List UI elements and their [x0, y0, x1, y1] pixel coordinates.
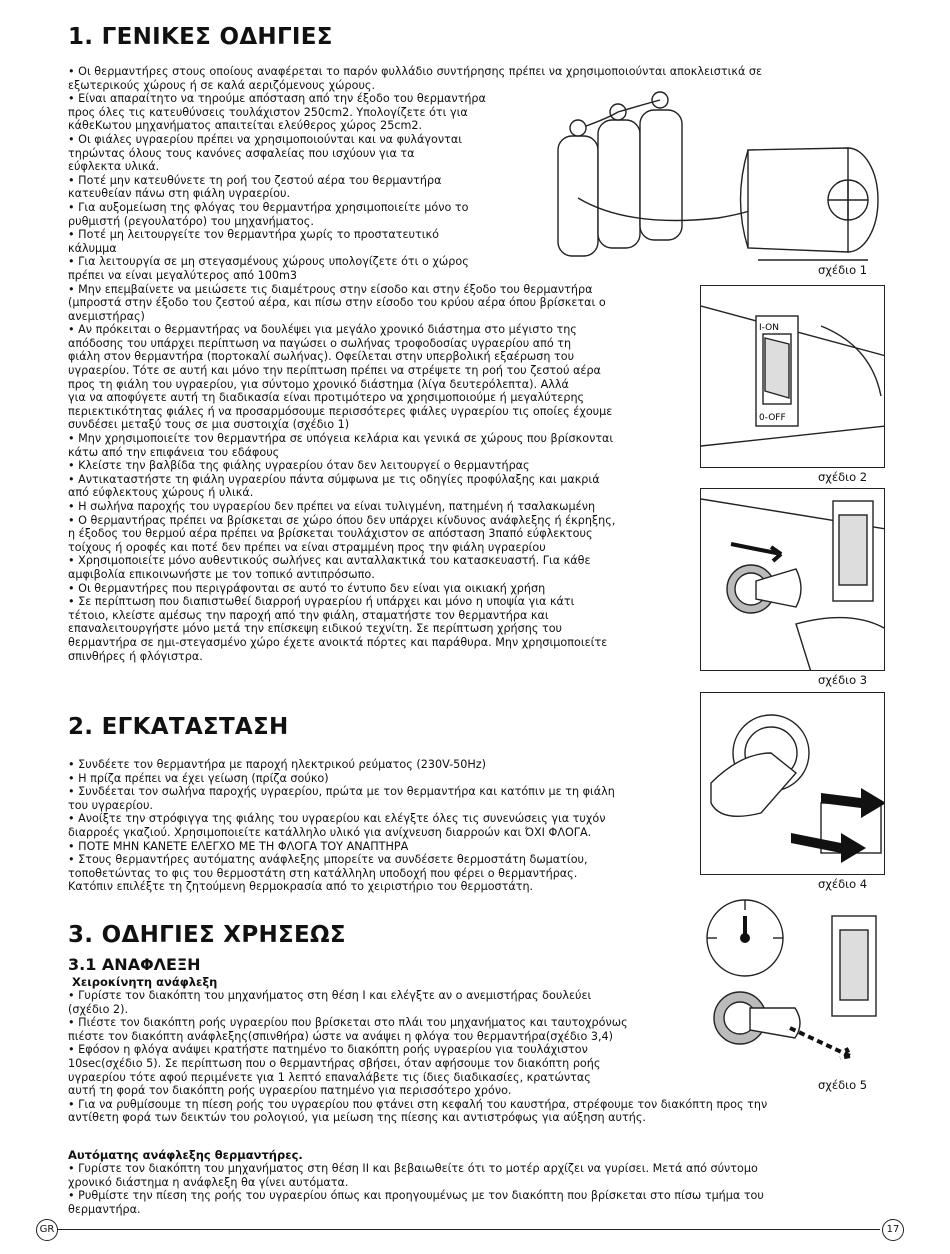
text-line: επαναλειτουργήστε μόνο μετά την επίσκεψη ειδικού τεχνίτη. Σε περίπτωση χρήσης του	[68, 622, 563, 636]
text-line: • Για λειτουργία σε μη στεγασμένους χώρους υπολογίζετε ότι ο χώρος	[68, 255, 469, 269]
text-line: απόδοσης του υπάρχει περίπτωση να παγώσει ο σωλήνας τροφοδοσίας υγραερίου από τη	[68, 336, 572, 350]
page-number: 17	[882, 1219, 904, 1241]
text-line: • Εφόσον η φλόγα ανάψει κρατήστε πατημένο το διακόπτη ροής υγραερίου για τουλάχιστον	[68, 1043, 588, 1057]
text-line: προς τη φιάλη του υγραερίου, για σύντομο χρονικό διάστημα (λίγα δευτερόλεπτα). Αλλά	[68, 377, 569, 391]
auto-ignition-title: Αυτόματης ανάφλεξης θερμαντήρες.	[68, 1148, 303, 1162]
figure-2-switch	[700, 285, 885, 468]
text-line: του υγραερίου.	[68, 798, 153, 812]
text-line: αντίθετη φορά των δεικτών του ρολογιού, για μείωση της πίεσης και αντιστρόφως για αύξηση αυτής.	[68, 1111, 646, 1125]
text-line: • Συνδέεται τον σωλήνα παροχής υγραερίου, πρώτα με τον θερμαντήρα και κατόπιν με τη φιάλη	[68, 785, 615, 799]
text-line: • Γυρίστε τον διακόπτη του μηχανήματος στη θέση II και βεβαιωθείτε ότι το μοτέρ αρχίζει να γυρίσει. Μετά από σύντομο	[68, 1162, 758, 1175]
text-line: πιέστε τον διακόπτη ανάφλεξης(σπινθήρα) ώστε να ανάψει η φλόγα του θερμαντήρα(σχέδιο 3,4)	[68, 1029, 614, 1043]
text-line: • Χρησιμοποιείτε μόνο αυθεντικούς σωλήνες και ανταλλακτικά του κατασκευαστή. Για κάθε	[68, 554, 591, 568]
text-line: κατευθείαν πάνω στη φιάλη υγραερίου.	[68, 187, 291, 201]
text-line: • Οι θερμαντήρες στους οποίους αναφέρεται το παρόν φυλλάδιο συντήρησης πρέπει να χρησιμοποιούνται αποκλειστικά σε	[68, 65, 763, 78]
section-1-title: 1. ΓΕΝΙΚΕΣ ΟΔΗΓΙΕΣ	[68, 24, 333, 50]
text-line: • Ανοίξτε την στρόφιγγα της φιάλης του υγραερίου και ελέγξτε όλες τις συνενώσεις για τυχόν	[68, 812, 606, 826]
text-line: • Πιέστε τον διακόπτη ροής υγραερίου που βρίσκεται στο πλάι του μηχανήματος και ταυτοχρόνως	[68, 1016, 628, 1030]
text-line: εξωτερικούς χώρους ή σε καλά αεριζόμενους χώρους.	[68, 78, 376, 92]
text-line: φιάλη στον θερμαντήρα (πορτοκαλί σωλήνας). Οφείλεται στην υπερβολική εξαέρωση του	[68, 350, 575, 364]
text-line: αυτή τη φορά τον διακόπτη ροής υγραερίου πατημένο για περισσότερο χρόνο.	[68, 1084, 512, 1098]
text-line: ρυθμιστή (ρεγουλατόρο) του μηχανήματος.	[68, 214, 314, 228]
text-line: συνδέσει μεταξύ τους σε μια συστοιχία (σχέδιο 1)	[68, 418, 350, 432]
text-line: • Η πρίζα πρέπει να έχει γείωση (πρίζα σούκο)	[68, 771, 329, 785]
figure-3-knob	[700, 488, 885, 671]
text-line: 10sec(σχέδιο 5). Σε περίπτωση που ο θερμαντήρας σβήσει, όταν αφήσουμε τον διακόπτη ροής	[68, 1056, 601, 1070]
text-line: τέτοιο, κλείστε αμέσως την παροχή από την φιάλη, σταματήστε τον θερμαντήρα και	[68, 608, 549, 622]
fig2-on-label: I-ON	[759, 323, 779, 333]
text-line: • Μην χρησιμοποιείτε τον θερμαντήρα σε υπόγεια κελάρια και γενικά σε χώρους που βρίσκονται	[68, 432, 614, 446]
figure-5-caption: σχέδιο 5	[818, 1078, 868, 1092]
text-line: • Οι φιάλες υγραερίου πρέπει να χρησιμοποιούνται και να φυλάγονται	[68, 132, 463, 146]
text-line: κάθεΚωτου μηχανήματος απαιτείται ελεύθερος χώρος 25cm2.	[68, 119, 423, 133]
manual-ignition-title: Χειροκίνητη ανάφλεξη	[72, 975, 218, 989]
text-line: για να αποφύγετε αυτή τη διαδικασία είναι προτιμότερο να χρησιμοποιούμε ή μεγαλύτερης	[68, 391, 585, 405]
text-line: ανεμιστήρας)	[68, 309, 145, 323]
text-line: περιεκτικότητας φιάλες ή να προσαρμόσουμε περισσότερες φιάλες υγραερίου τις οποίες έχουμε	[68, 404, 613, 418]
auto-ignition-body	[68, 1162, 868, 1216]
text-line: κάτω από την επιφάνεια του εδάφους	[68, 445, 280, 459]
text-line: • Γυρίστε τον διακόπτη του μηχανήματος στη θέση I και ελέγξτε αν ο ανεμιστήρας δουλεύει	[68, 989, 592, 1002]
text-line: Κατόπιν επιλέξτε τη ζητούμενη θερμοκρασία από το χειριστήριο του θερμοστάτη.	[68, 880, 534, 894]
text-line: τοποθετώντας το φις του θερμοστάτη στη κατάλληλη υποδοχή που φέρει ο θερμαντήρας.	[68, 866, 578, 880]
text-line: (σχέδιο 2).	[68, 1002, 129, 1016]
text-line: από εύφλεκτους χώρους ή υλικά.	[68, 486, 254, 500]
text-line: σπινθήρες ή φλόγιστρα.	[68, 649, 203, 663]
figure-1-cylinders-heater	[548, 88, 888, 268]
language-badge: GR	[36, 1219, 58, 1241]
figure-5-hold	[700, 898, 885, 1078]
text-line: (μπροστά στην έξοδο του ζεστού αέρα, και πίσω στην είσοδο του κρύου αέρα όπου βρίσκεται ο	[68, 296, 606, 310]
text-line: η έξοδος του θερμού αέρα πρέπει να βρίσκεται τουλάχιστον σε απόσταση 3παπό εύφλεκτους	[68, 527, 593, 541]
section-2-body	[68, 758, 708, 894]
figure-1-caption: σχέδιο 1	[818, 263, 868, 277]
text-line: • Η σωλήνα παροχής του υγραερίου δεν πρέπει να είναι τυλιγμένη, πατημένη ή τσαλακωμένη	[68, 500, 596, 513]
text-line: • Ποτέ μη λειτουργείτε τον θερμαντήρα χωρίς το προστατευτικό	[68, 228, 439, 242]
text-line: θερμαντήρα σε ημι-στεγασμένο χώρο έχετε ανοικτά πόρτες και παράθυρα. Μην χρησιμοποιείτε	[68, 635, 608, 649]
text-line: • Για να ρυθμίσουμε τη πίεση ροής του υγραερίου που φτάνει στη κεφαλή του καυστήρα, στρέφουμε τον διακόπτη προς την	[68, 1097, 768, 1111]
text-line: κάλυμμα	[68, 241, 117, 255]
text-line: εύφλεκτα υλικά.	[68, 160, 160, 174]
text-line: • Ο θερμαντήρας πρέπει να βρίσκεται σε χώρο όπου δεν υπάρχει κίνδυνος ανάφλεξης ή έκρηξης,	[68, 513, 616, 527]
text-line: προς όλες τις κατευθύνσεις τουλάχιστον 250cm2. Υπολογίζετε ότι για	[68, 105, 468, 119]
figure-3-caption: σχέδιο 3	[818, 673, 868, 687]
text-line: • Αν πρόκειται ο θερμαντήρας να δουλέψει για μεγάλο χρονικό διάστημα στο μέγιστο της	[68, 323, 577, 337]
text-line: • Για αυξομείωση της φλόγας του θερμαντήρα χρησιμοποιείτε μόνο το	[68, 200, 469, 214]
section-2-title: 2. ΕΓΚΑΤΑΣΤΑΣΗ	[68, 714, 289, 740]
text-line: υγραερίου τότε αφού περιμένετε για 1 λεπτό επαναλάβετε τις ίδιες διαδικασίες, κρατώντας	[68, 1070, 591, 1084]
text-line: τηρώντας όλους τους κανόνες ασφαλείας που ισχύουν για τα	[68, 146, 415, 160]
text-line: • Ποτέ μην κατευθύνετε τη ροή του ζεστού αέρα του θερμαντήρα	[68, 173, 442, 187]
text-line: χρονικό διάστημα η ανάφλεξη θα γίνει αυτόματα.	[68, 1175, 349, 1189]
text-line: τοίχους ή οροφές και ποτέ δεν πρέπει να είναι στραμμένη προς την φιάλη υγραερίου	[68, 540, 546, 554]
fig2-off-label: 0-OFF	[759, 413, 786, 423]
text-line: θερμαντήρα.	[68, 1202, 141, 1216]
text-line: υγραερίου. Τότε σε αυτή και μόνο την περίπτωση πρέπει να στρέψετε τη ροή του ζεστού αέρα	[68, 364, 601, 378]
text-line: • Σε περίπτωση που διαπιστωθεί διαρροή υγραερίου ή υπάρχει και μόνο η υποψία για κάτι	[68, 595, 575, 609]
text-line: • ΠΟΤΕ ΜΗΝ ΚΑΝΕΤΕ ΕΛΕΓΧΟ ΜΕ ΤΗ ΦΛΟΓΑ ΤΟΥ ΑΝΑΠΤΗΡΑ	[68, 839, 409, 853]
footer-rule	[56, 1229, 880, 1230]
figure-4-caption: σχέδιο 4	[818, 877, 868, 891]
text-line: • Συνδέετε τον θερμαντήρα με παροχή ηλεκτρικού ρεύματος (230V-50Hz)	[68, 758, 486, 771]
section-3-title: 3. ΟΔΗΓΙΕΣ ΧΡΗΣΕΩΣ	[68, 922, 346, 948]
text-line: • Στους θερμαντήρες αυτόματης ανάφλεξης μπορείτε να συνδέσετε θερμοστάτη δωματίου,	[68, 853, 588, 867]
figure-4-ignition	[700, 692, 885, 875]
figure-2-caption: σχέδιο 2	[818, 470, 868, 484]
text-line: • Είναι απαραίτητο να τηρούμε απόσταση από την έξοδο του θερμαντήρα	[68, 92, 486, 106]
text-line: διαρροές γκαζιού. Χρησιμοποιείτε κατάλληλο υλικό για ανίχνευση διαρροών και ΌΧΙ ΦΛΟΓΑ.	[68, 825, 592, 839]
text-line: • Κλείστε την βαλβίδα της φιάλης υγραερίου όταν δεν λειτουργεί ο θερμαντήρας	[68, 459, 530, 473]
text-line: • Ρυθμίστε την πίεση της ροής του υγραερίου όπως και προηγουμένως με τον διακόπτη που βρίσκεται στο πίσω τμήμα του	[68, 1189, 764, 1203]
text-line: • Οι θερμαντήρες που περιγράφονται σε αυτό το έντυπο δεν είναι για οικιακή χρήση	[68, 581, 546, 595]
text-line: αμφιβολία επικοινωνήστε με τον τοπικό αντιπρόσωπο.	[68, 567, 375, 581]
text-line: • Αντικαταστήστε τη φιάλη υγραερίου πάντα σύμφωνα με τις οδηγίες προφύλαξης και μακριά	[68, 472, 600, 486]
text-line: πρέπει να είναι μεγαλύτερος από 100m3	[68, 268, 297, 282]
text-line: • Μην επεμβαίνετε να μειώσετε τις διαμέτρους στην είσοδο και στην έξοδο του θερμαντήρα	[68, 282, 593, 296]
subsection-3-1-title: 3.1 ΑΝΑΦΛΕΞΗ	[68, 955, 201, 974]
